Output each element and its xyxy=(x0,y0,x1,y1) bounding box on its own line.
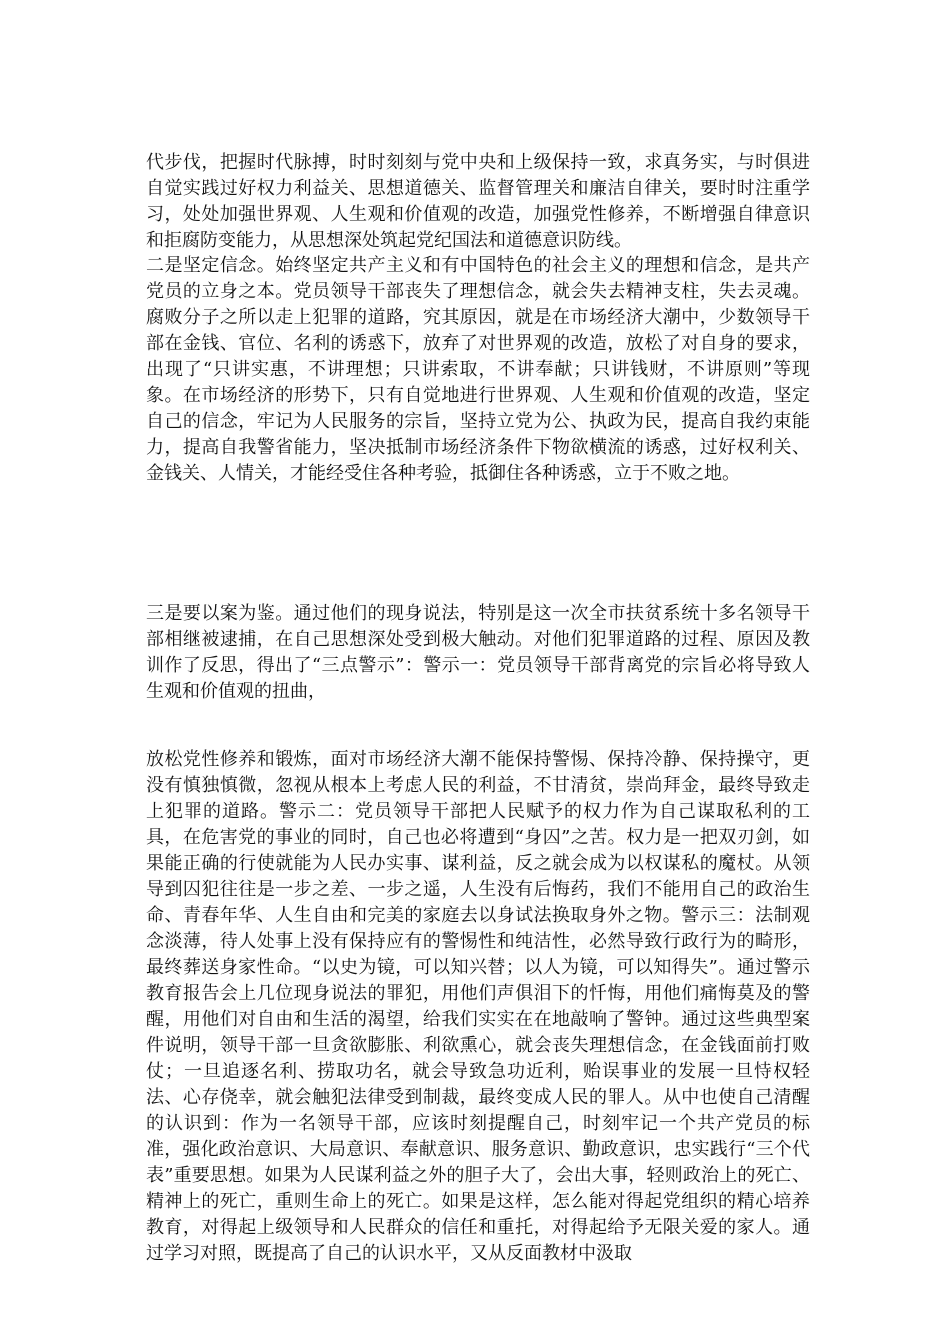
paragraph-4: 放松党性修养和锻炼，面对市场经济大潮不能保持警惕、保持冷静、保持操守，更没有慎独慎微，忽视从根本上考虑人民的利益，不甘清贫，崇尚拜金，最终导致走上犯罪的道路。警示二：党员领导干部把人民赋予的权力作为自己谋取私利的工具，在危害党的事业的同时，自己也必将遭到“身囚”之苦。权力是一把双刃剑，如果能正确的行使就能为人民办实事、谋利益，反之就会成为以权谋私的魔杖。从领导到囚犯往往是一步之差、一步之遥，人生没有后悔药，我们不能用自己的政治生命、青春年华、人生自由和完美的家庭去以身试法换取身外之物。警示三：法制观念淡薄，待人处事上没有保持应有的警惕性和纯洁性，必然导致行政行为的畸形，最终葬送身家性命。“以史为镜，可以知兴替；以人为镜，可以知得失”。通过警示教育报告会上几位现身说法的罪犯，用他们声俱泪下的忏悔，用他们痛悔莫及的警醒，用他们对自由和生活的渴望，给我们实实在在地敲响了警钟。通过这些典型案件说明，领导干部一旦贪欲膨胀、利欲熏心，就会丧失理想信念，在金钱面前打败仗；一旦追逐名利、捞取功名，就会导致急功近利，贻误事业的发展一旦恃权轻法、心存侥幸，就会触犯法律受到制裁，最终变成人民的罪人。从中也使自己清醒的认识到：作为一名领导干部，应该时刻提醒自己，时刻牢记一个共产党员的标准，强化政治意识、大局意识、奉献意识、服务意识、勤政意识，忠实践行“三个代表”重要思想。如果为人民谋利益之外的胆子大了，会出大事，轻则政治上的死亡、精神上的死亡，重则生命上的死亡。如果是这样，怎么能对得起党组织的精心培养教育，对得起上级领导和人民群众的信任和重托，对得起给予无限关爱的家人。通过学习对照，既提高了自己的认识水平，又从反面教材中汲取 xyxy=(146,749,810,1264)
paragraph-1: 代步伐，把握时代脉搏，时时刻刻与党中央和上级保持一致，求真务实，与时俱进自觉实践过好权力利益关、思想道德关、监督管理关和廉洁自律关，要时时注重学习，处处加强世界观、人生观和价值观的改造，加强党性修养，不断增强自律意识和拒腐防变能力，从思想深处筑起党纪国法和道德意识防线。 xyxy=(146,152,810,251)
paragraph-2: 二是坚定信念。始终坚定共产主义和有中国特色的社会主义的理想和信念，是共产党员的立身之本。党员领导干部丧失了理想信念，就会失去精神支柱，失去灵魂。腐败分子之所以走上犯罪的道路，究其原因，就是在市场经济大潮中，少数领导干部在金钱、官位、名利的诱惑下，放弃了对世界观的改造，放松了对自身的要求，出现了“只讲实惠，不讲理想；只讲索取，不讲奉献；只讲钱财，不讲原则”等现象。在市场经济的形势下，只有自觉地进行世界观、人生观和价值观的改造，坚定自己的信念，牢记为人民服务的宗旨，坚持立党为公、执政为民，提高自我约束能力，提高自我警省能力，坚决抵制市场经济条件下物欲横流的诱惑，过好权利关、金钱关、人情关，才能经受住各种考验，抵御住各种诱惑，立于不败之地。 xyxy=(146,255,810,484)
paragraph-3: 三是要以案为鉴。通过他们的现身说法，特别是这一次全市扶贫系统十多名领导干部相继被逮捕，在自己思想深处受到极大触动。对他们犯罪道路的过程、原因及教训作了反思，得出了“三点警示”：警示一：党员领导干部背离党的宗旨必将导致人生观和价值观的扭曲， xyxy=(146,603,810,702)
